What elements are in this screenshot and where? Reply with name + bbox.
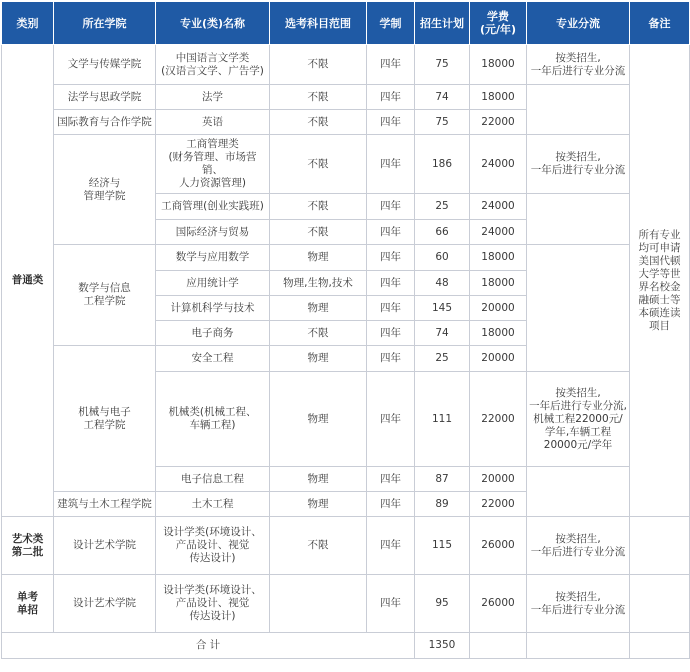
total-fee-empty	[470, 633, 527, 659]
header-major: 专业(类)名称	[156, 2, 270, 45]
duration-cell: 四年	[367, 346, 415, 372]
subjects-cell: 不限	[270, 85, 367, 110]
college-cell: 经济与 管理学院	[54, 135, 156, 245]
stream-empty	[527, 245, 630, 372]
plan-cell: 66	[415, 220, 470, 245]
major-cell: 土木工程	[156, 492, 270, 517]
major-cell: 英语	[156, 110, 270, 135]
college-cell: 法学与思政学院	[54, 85, 156, 110]
duration-cell: 四年	[367, 517, 415, 575]
fee-cell: 24000	[470, 220, 527, 245]
table-row	[2, 45, 690, 85]
table-row	[2, 245, 690, 271]
major-cell: 国际经济与贸易	[156, 220, 270, 245]
subjects-cell: 物理	[270, 245, 367, 271]
header-duration: 学制	[367, 2, 415, 45]
college-cell: 数学与信息 工程学院	[54, 245, 156, 346]
category-general: 普通类	[2, 45, 54, 517]
stream-empty	[527, 467, 630, 517]
subjects-cell: 不限	[270, 194, 367, 220]
plan-cell: 48	[415, 271, 470, 296]
major-cell: 法学	[156, 85, 270, 110]
duration-cell: 四年	[367, 110, 415, 135]
category-single: 单考 单招	[2, 575, 54, 633]
stream-empty	[527, 85, 630, 135]
stream-cell: 按类招生, 一年后进行专业分流, 机械工程22000元/ 学年,车辆工程 20000元/学年	[527, 372, 630, 467]
admission-plan-table	[1, 1, 690, 659]
subjects-cell: 不限	[270, 135, 367, 194]
plan-cell: 87	[415, 467, 470, 492]
fee-cell: 18000	[470, 45, 527, 85]
college-cell: 文学与传媒学院	[54, 45, 156, 85]
duration-cell: 四年	[367, 85, 415, 110]
total-remark-empty	[630, 633, 690, 659]
plan-cell: 74	[415, 85, 470, 110]
total-row	[2, 633, 690, 659]
duration-cell: 四年	[367, 194, 415, 220]
plan-cell: 25	[415, 346, 470, 372]
table-row	[2, 517, 690, 575]
subjects-cell: 不限	[270, 110, 367, 135]
category-art: 艺术类 第二批	[2, 517, 54, 575]
subjects-cell	[270, 575, 367, 633]
fee-cell: 20000	[470, 296, 527, 321]
duration-cell: 四年	[367, 245, 415, 271]
plan-cell: 25	[415, 194, 470, 220]
college-cell: 设计艺术学院	[54, 517, 156, 575]
fee-cell: 22000	[470, 372, 527, 467]
total-value: 1350	[415, 633, 470, 659]
subjects-cell: 不限	[270, 45, 367, 85]
college-cell: 建筑与土木工程学院	[54, 492, 156, 517]
fee-cell: 20000	[470, 346, 527, 372]
header-category: 类别	[2, 2, 54, 45]
header-stream: 专业分流	[527, 2, 630, 45]
header-remark: 备注	[630, 2, 690, 45]
fee-cell: 26000	[470, 517, 527, 575]
plan-cell: 75	[415, 110, 470, 135]
subjects-cell: 物理	[270, 467, 367, 492]
major-cell: 计算机科学与技术	[156, 296, 270, 321]
table-row	[2, 135, 690, 194]
plan-cell: 95	[415, 575, 470, 633]
fee-cell: 18000	[470, 85, 527, 110]
duration-cell: 四年	[367, 296, 415, 321]
stream-cell: 按类招生, 一年后进行专业分流	[527, 575, 630, 633]
plan-cell: 75	[415, 45, 470, 85]
header-row	[2, 2, 690, 45]
table-row	[2, 575, 690, 633]
stream-cell: 按类招生, 一年后进行专业分流	[527, 135, 630, 194]
major-cell: 中国语言文学类 (汉语言文学、广告学)	[156, 45, 270, 85]
stream-cell: 按类招生, 一年后进行专业分流	[527, 45, 630, 85]
subjects-cell: 物理	[270, 346, 367, 372]
college-cell: 设计艺术学院	[54, 575, 156, 633]
fee-cell: 20000	[470, 467, 527, 492]
duration-cell: 四年	[367, 321, 415, 346]
major-cell: 工商管理(创业实践班)	[156, 194, 270, 220]
major-cell: 机械类(机械工程、 车辆工程)	[156, 372, 270, 467]
subjects-cell: 物理	[270, 372, 367, 467]
fee-cell: 24000	[470, 135, 527, 194]
major-cell: 工商管理类 (财务管理、市场营销、 人力资源管理)	[156, 135, 270, 194]
college-cell: 国际教育与合作学院	[54, 110, 156, 135]
major-cell: 电子信息工程	[156, 467, 270, 492]
fee-cell: 18000	[470, 321, 527, 346]
remark-cell: 所有专业 均可申请 美国代顿 大学等世 界名校金 融硕士等 本硕连读 项目	[630, 45, 690, 517]
fee-cell: 18000	[470, 245, 527, 271]
fee-cell: 22000	[470, 492, 527, 517]
duration-cell: 四年	[367, 467, 415, 492]
stream-empty	[527, 194, 630, 245]
plan-cell: 89	[415, 492, 470, 517]
header-college: 所在学院	[54, 2, 156, 45]
plan-cell: 115	[415, 517, 470, 575]
fee-cell: 22000	[470, 110, 527, 135]
duration-cell: 四年	[367, 575, 415, 633]
remark-empty	[630, 575, 690, 633]
table-row	[2, 85, 690, 110]
fee-cell: 26000	[470, 575, 527, 633]
major-cell: 应用统计学	[156, 271, 270, 296]
major-cell: 数学与应用数学	[156, 245, 270, 271]
plan-cell: 74	[415, 321, 470, 346]
fee-cell: 18000	[470, 271, 527, 296]
duration-cell: 四年	[367, 135, 415, 194]
major-cell: 安全工程	[156, 346, 270, 372]
plan-cell: 186	[415, 135, 470, 194]
header-plan: 招生计划	[415, 2, 470, 45]
duration-cell: 四年	[367, 492, 415, 517]
header-subjects: 选考科目范围	[270, 2, 367, 45]
header-fee: 学费 (元/年)	[470, 2, 527, 45]
remark-empty	[630, 517, 690, 575]
subjects-cell: 不限	[270, 220, 367, 245]
major-cell: 电子商务	[156, 321, 270, 346]
total-label: 合 计	[2, 633, 415, 659]
stream-cell: 按类招生, 一年后进行专业分流	[527, 517, 630, 575]
subjects-cell: 不限	[270, 321, 367, 346]
duration-cell: 四年	[367, 372, 415, 467]
subjects-cell: 物理	[270, 492, 367, 517]
subjects-cell: 物理,生物,技术	[270, 271, 367, 296]
duration-cell: 四年	[367, 271, 415, 296]
duration-cell: 四年	[367, 220, 415, 245]
college-cell: 机械与电子 工程学院	[54, 346, 156, 492]
total-stream-empty	[527, 633, 630, 659]
plan-cell: 145	[415, 296, 470, 321]
subjects-cell: 不限	[270, 517, 367, 575]
duration-cell: 四年	[367, 45, 415, 85]
subjects-cell: 物理	[270, 296, 367, 321]
plan-cell: 111	[415, 372, 470, 467]
major-cell: 设计学类(环境设计、 产品设计、视觉 传达设计)	[156, 575, 270, 633]
fee-cell: 24000	[470, 194, 527, 220]
major-cell: 设计学类(环境设计、 产品设计、视觉 传达设计)	[156, 517, 270, 575]
plan-cell: 60	[415, 245, 470, 271]
